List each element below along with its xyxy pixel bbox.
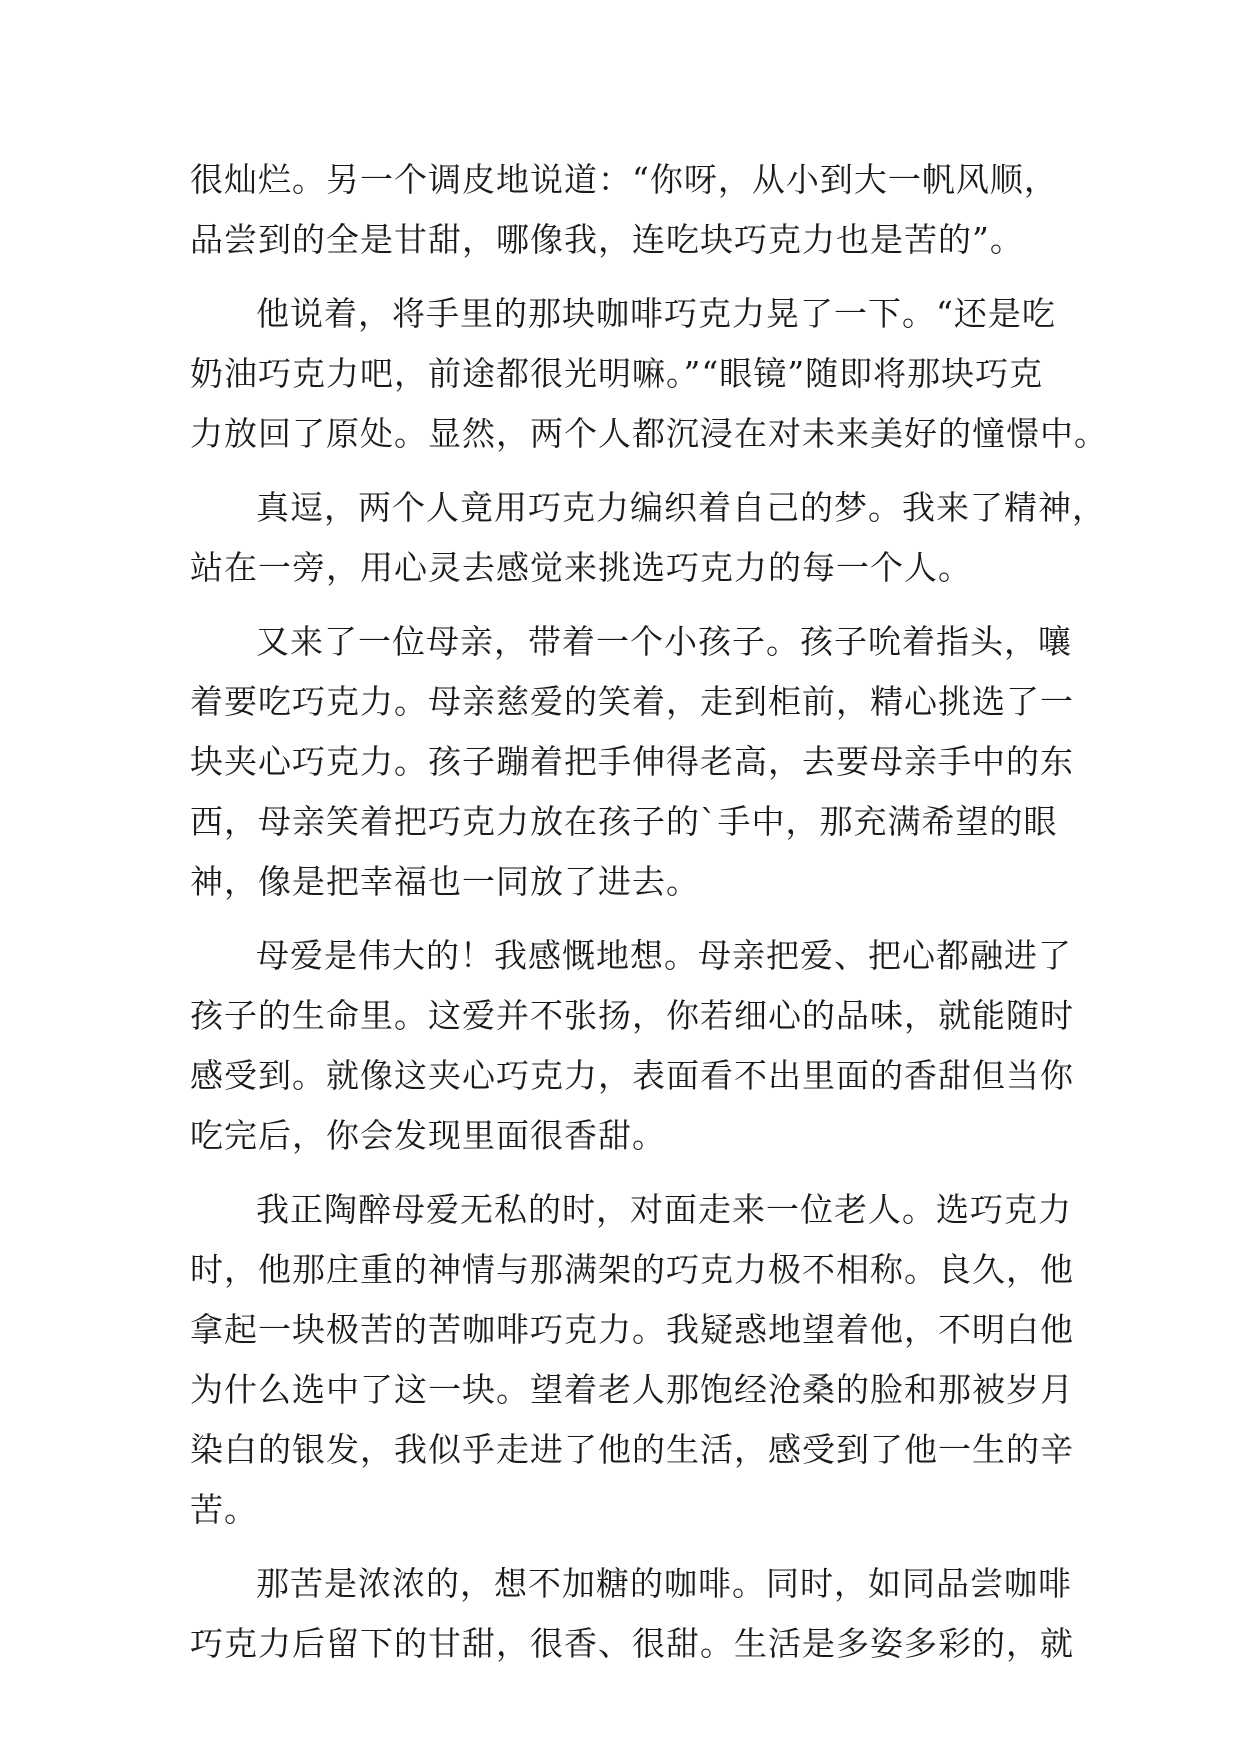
text-line: 很灿烂。另一个调皮地说道：“你呀，从小到大一帆风顺， [190,160,1058,199]
text-line: 我正陶醉母爱无私的时，对面走来一位老人。选巧克力 [256,1190,1072,1229]
text-line: 苦。 [190,1490,258,1529]
text-line: 品尝到的全是甘甜，哪像我，连吃块巧克力也是苦的”。 [190,220,1024,259]
text-line: 拿起一块极苦的苦咖啡巧克力。我疑惑地望着他，不明白他 [190,1310,1074,1349]
text-line: 真逗，两个人竟用巧克力编织着自己的梦。我来了精神， [256,488,1106,527]
paragraph-2 [190,284,1108,464]
text-line: 吃完后，你会发现里面很香甜。 [190,1116,666,1155]
text-line: 时，他那庄重的神情与那满架的巧克力极不相称。良久，他 [190,1250,1074,1289]
text-line: 西，母亲笑着把巧克力放在孩子的`手中，那充满希望的眼 [190,802,1058,841]
text-line: 奶油巧克力吧，前途都很光明嘛。”“眼镜”随即将那块巧克 [190,354,1044,393]
text-line: 他说着，将手里的那块咖啡巧克力晃了一下。“还是吃 [256,294,1056,333]
text-line: 染白的银发，我似乎走进了他的生活，感受到了他一生的辛 [190,1430,1074,1469]
text-line: 着要吃巧克力。母亲慈爱的笑着，走到柜前，精心挑选了一 [190,682,1074,721]
text-line: 又来了一位母亲，带着一个小孩子。孩子吮着指头，嚷 [256,622,1072,661]
paragraph-5 [190,926,1074,1166]
paragraph-3 [190,478,1106,598]
paragraph-1 [190,150,1058,270]
text-line: 巧克力后留下的甘甜，很香、很甜。生活是多姿多彩的，就 [190,1624,1074,1663]
paragraph-7 [190,1554,1074,1674]
text-line: 为什么选中了这一块。望着老人那饱经沧桑的脸和那被岁月 [190,1370,1074,1409]
text-line: 那苦是浓浓的，想不加糖的咖啡。同时，如同品尝咖啡 [256,1564,1072,1603]
text-line: 母爱是伟大的！我感慨地想。母亲把爱、把心都融进了 [256,936,1072,975]
text-line: 神，像是把幸福也一同放了进去。 [190,862,700,901]
paragraph-4 [190,612,1074,912]
text-line: 感受到。就像这夹心巧克力，表面看不出里面的香甜但当你 [190,1056,1074,1095]
text-line: 站在一旁，用心灵去感觉来挑选巧克力的每一个人。 [190,548,972,587]
document-body [190,150,1108,1674]
text-line: 力放回了原处。显然，两个人都沉浸在对未来美好的憧憬中。 [190,414,1108,453]
text-line: 孩子的生命里。这爱并不张扬，你若细心的品味，就能随时 [190,996,1074,1035]
text-line: 块夹心巧克力。孩子蹦着把手伸得老高，去要母亲手中的东 [190,742,1074,781]
paragraph-6 [190,1180,1074,1540]
